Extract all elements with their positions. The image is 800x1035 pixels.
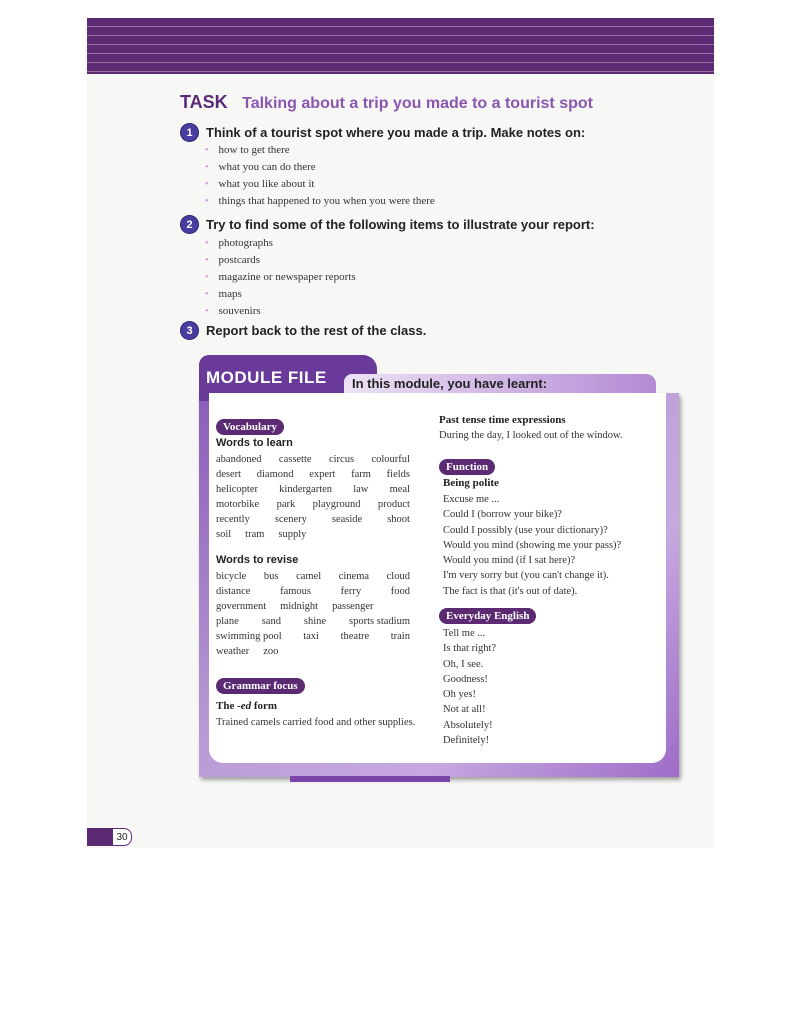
word: sand: [261, 616, 281, 627]
header-banner: [87, 18, 714, 74]
text-line: Would you mind (showing me your pass)?: [443, 539, 622, 551]
word-row: [216, 482, 410, 497]
list-item: • magazine or newspaper reports: [205, 269, 356, 286]
text-line: Tell me ...: [443, 628, 486, 639]
grammar-heading-pre: The: [216, 700, 238, 712]
word: distance: [216, 586, 251, 597]
word: shine: [303, 616, 327, 627]
word: motorbike: [216, 499, 260, 510]
word: seaside: [331, 514, 363, 525]
words-to-learn-heading: Words to learn: [216, 437, 293, 449]
word: passenger: [332, 601, 374, 612]
word: playground: [312, 499, 361, 510]
step-number-icon: 3: [181, 322, 198, 339]
word-row: [216, 467, 410, 482]
word: circus: [328, 454, 355, 465]
grammar-focus-label: Grammar focus: [216, 678, 305, 694]
list-item: • postcards: [205, 252, 356, 269]
word: zoo: [263, 646, 279, 657]
word: camel: [296, 571, 322, 582]
word: helicopter: [216, 484, 258, 495]
list-item: • things that happened to you when you were there: [205, 193, 435, 210]
word: cloud: [386, 571, 410, 582]
list-item: • photographs: [205, 235, 356, 252]
step-2-bullets: [205, 235, 356, 320]
past-tense-heading: Past tense time expressions: [439, 414, 566, 426]
text-line: Oh yes!: [443, 689, 476, 701]
grammar-heading: [216, 700, 277, 712]
step-text: Think of a tourist spot where you made a trip. Make notes on:: [206, 125, 586, 140]
word: ferry: [340, 586, 362, 597]
list-item: • what you like about it: [205, 176, 435, 193]
word: bicycle: [216, 571, 247, 582]
step-number-icon: 1: [181, 124, 198, 141]
word-row: [216, 569, 410, 584]
word: weather: [216, 646, 250, 657]
task-label: TASK: [180, 92, 228, 112]
grammar-example: Trained camels carried food and other supplies.: [216, 717, 416, 728]
list-item: • maps: [205, 286, 356, 303]
step-text: Try to find some of the following items to illustrate your report:: [206, 217, 595, 232]
text-line: Absolutely!: [443, 719, 493, 731]
past-tense-example: During the day, I looked out of the window.: [439, 430, 623, 441]
word-row: [216, 614, 410, 629]
step-number-icon: 2: [181, 216, 198, 233]
word: government: [216, 601, 267, 612]
word: diamond: [256, 469, 294, 480]
word: cassette: [278, 454, 312, 465]
list-item: • souvenirs: [205, 303, 356, 320]
word-row: [216, 599, 410, 614]
text-line: Goodness!: [443, 673, 488, 685]
word: abandoned: [216, 454, 262, 465]
word: meal: [389, 484, 410, 495]
word-row: [216, 644, 410, 659]
list-item: • what you can do there: [205, 159, 435, 176]
text-line: Definitely!: [443, 735, 490, 747]
text-line: Would you mind (if I sat here)?: [443, 555, 576, 567]
word: scenery: [274, 514, 307, 525]
word: fields: [386, 469, 410, 480]
word: kindergarten: [279, 484, 333, 495]
task-title: Talking about a trip you made to a tourist spot: [242, 95, 593, 112]
word: taxi: [303, 631, 319, 642]
text-line: Oh, I see.: [443, 658, 484, 670]
word: park: [276, 499, 296, 510]
everyday-english-label: Everyday English: [439, 608, 536, 624]
text-line: Excuse me ...: [443, 494, 500, 505]
word: tram: [245, 529, 265, 540]
word: train: [390, 631, 410, 642]
word: theatre: [340, 631, 370, 642]
step-3: [181, 322, 426, 339]
word: plane: [216, 616, 239, 627]
word: product: [377, 499, 410, 510]
everyday-english-lines: [443, 626, 496, 748]
word: bus: [263, 571, 279, 582]
function-label: Function: [439, 459, 495, 475]
module-file-underline: [290, 776, 450, 782]
word: food: [390, 586, 410, 597]
being-polite-heading: Being polite: [443, 477, 499, 489]
text-line: The fact is that (it's out of date).: [443, 585, 578, 597]
word: sports stadium: [349, 616, 410, 627]
grammar-heading-post: form: [251, 700, 278, 712]
step-1-bullets: [205, 142, 435, 210]
word-row: [216, 512, 410, 527]
text-line: Could I (borrow your bike)?: [443, 509, 562, 521]
word: midnight: [280, 601, 319, 612]
vocabulary-label: Vocabulary: [216, 419, 284, 435]
word: law: [353, 484, 369, 495]
text-line: Not at all!: [443, 704, 486, 716]
text-line: Could I possibly (use your dictionary)?: [443, 524, 608, 536]
module-file-title: MODULE FILE: [206, 368, 327, 387]
word-row: [216, 629, 410, 644]
text-line: I'm very sorry but (you can't change it).: [443, 570, 609, 582]
grammar-heading-em: -ed: [237, 700, 252, 712]
word: swimming pool: [216, 631, 282, 642]
word: colourful: [371, 454, 410, 465]
text-line: Is that right?: [443, 643, 497, 655]
word-row: [216, 452, 410, 467]
word: desert: [216, 469, 242, 480]
words-to-revise-heading: Words to revise: [216, 554, 299, 566]
word-row: [216, 527, 410, 542]
word: shoot: [387, 514, 410, 525]
step-2: [181, 216, 595, 233]
word: soil: [216, 529, 232, 540]
function-lines: [443, 492, 621, 599]
task-heading: [180, 92, 593, 113]
word-row: [216, 497, 410, 512]
step-1: [181, 124, 585, 141]
word: supply: [278, 529, 307, 540]
word: recently: [216, 514, 250, 525]
word: cinema: [338, 571, 370, 582]
page-number: 30: [112, 828, 132, 846]
word: famous: [280, 586, 311, 597]
word: farm: [351, 469, 371, 480]
module-file-subtitle: In this module, you have learnt:: [352, 376, 548, 391]
list-item: • how to get there: [205, 142, 435, 159]
word-row: [216, 584, 410, 599]
word: expert: [309, 469, 336, 480]
step-text: Report back to the rest of the class.: [206, 323, 427, 338]
